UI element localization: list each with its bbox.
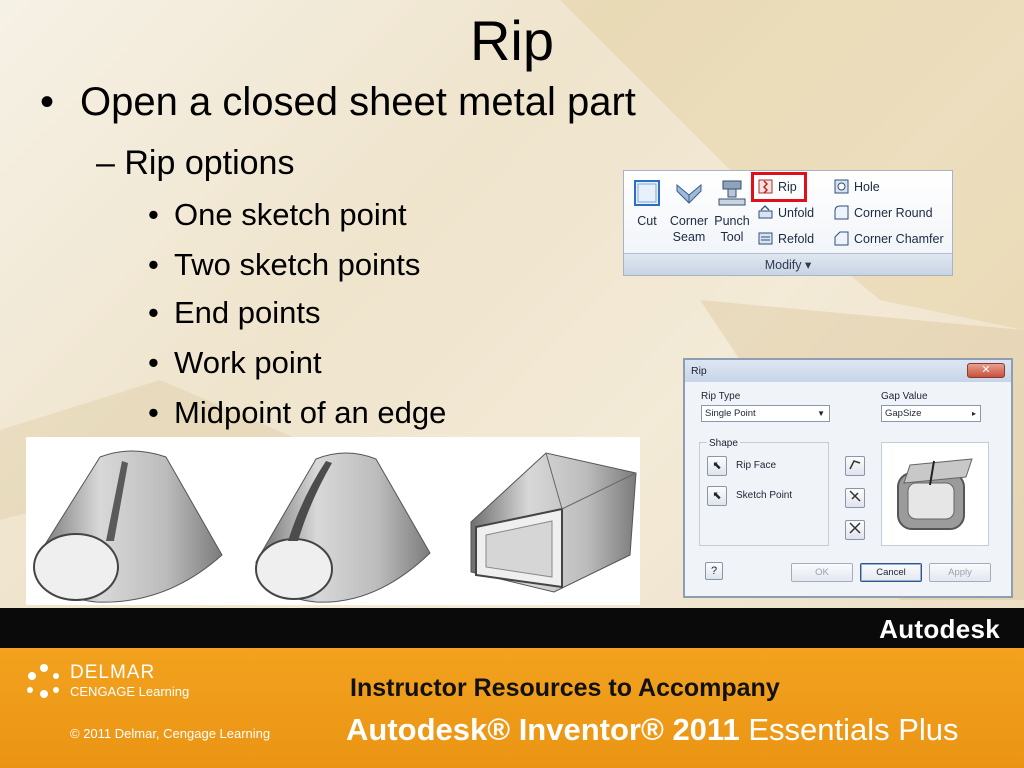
unfold-icon: [758, 205, 773, 220]
dialog-titlebar: [685, 360, 1011, 382]
punch-tool-label-1: Punch: [714, 214, 750, 228]
option-text: One sketch point: [174, 197, 407, 232]
delmar-logo-icon: [24, 662, 64, 702]
corner-seam-label-1: Corner: [669, 214, 709, 228]
option-text: End points: [174, 295, 321, 330]
cursor-arrow-icon: ⬉: [712, 490, 722, 502]
cancel-button[interactable]: Cancel: [860, 563, 922, 582]
footer-black-bar: [0, 608, 1024, 648]
product-title-bold: Autodesk® Inventor® 2011: [346, 712, 740, 747]
gap-value-input[interactable]: [881, 405, 981, 422]
rip-type-value: Single Point: [705, 408, 756, 419]
rip-edge-icon: [848, 521, 862, 535]
corner-chamfer-button[interactable]: [834, 231, 944, 246]
rip-dialog: [683, 358, 1013, 598]
ok-button[interactable]: OK: [791, 563, 853, 582]
hole-icon: [834, 179, 849, 194]
punch-tool-icon: [717, 179, 747, 207]
slide-title: Rip: [469, 9, 555, 72]
rip-type-label: Rip Type: [701, 391, 741, 402]
option-text: Two sketch points: [174, 247, 421, 282]
sub-bullet-text: Rip options: [124, 144, 295, 182]
option-item: • End points: [148, 295, 321, 330]
footer-orange-bar: [0, 648, 1024, 768]
option-item: • Work point: [148, 345, 322, 380]
shape-preview: [881, 442, 989, 546]
unfold-label: Unfold: [778, 205, 815, 220]
shape-option-1-button[interactable]: [845, 456, 865, 476]
product-title: [346, 712, 959, 748]
main-bullet: [40, 80, 636, 125]
help-button[interactable]: ?: [705, 562, 723, 580]
corner-seam-button[interactable]: [668, 179, 710, 245]
sub-bullet: – Rip options: [96, 144, 295, 182]
gap-value-label: Gap Value: [881, 391, 928, 402]
corner-round-button[interactable]: [834, 205, 933, 220]
option-item: • Two sketch points: [148, 247, 421, 282]
sheet-metal-figures: [26, 437, 640, 605]
refold-icon: [758, 231, 773, 246]
cut-icon: [633, 179, 661, 207]
option-item: • Midpoint of an edge: [148, 395, 447, 430]
dropdown-arrow-icon: ▼: [817, 409, 825, 418]
bullet-dot: •: [40, 80, 55, 124]
copyright-text: © 2011 Delmar, Cengage Learning: [70, 726, 271, 741]
rip-shape-icon: [848, 457, 862, 471]
rip-highlight-box: [751, 172, 807, 202]
flyout-arrow-icon: ▸: [971, 409, 976, 418]
cone-illustrations: [26, 437, 640, 605]
option-text: Midpoint of an edge: [174, 395, 447, 430]
corner-seam-label-2: Seam: [672, 230, 706, 244]
cut-label: Cut: [637, 214, 657, 228]
shape-option-3-button[interactable]: [845, 520, 865, 540]
option-text: Work point: [174, 345, 322, 380]
rip-face-selector[interactable]: [707, 456, 727, 476]
autodesk-logo: Autodesk: [879, 614, 1000, 644]
apply-button[interactable]: Apply: [929, 563, 991, 582]
corner-chamfer-icon: [834, 231, 849, 246]
cut-button[interactable]: [630, 179, 664, 229]
main-bullet-text: Open a closed sheet metal part: [80, 80, 636, 124]
shape-label: Shape: [709, 438, 738, 449]
rip-point-icon: [848, 489, 862, 503]
hole-button[interactable]: [834, 179, 880, 194]
instructor-resources-text: Instructor Resources to Accompany: [350, 674, 780, 702]
rip-label: Rip: [778, 179, 797, 194]
corner-chamfer-label: Corner Chamfer: [854, 231, 944, 246]
punch-tool-label-2: Tool: [720, 230, 744, 244]
cursor-arrow-icon: ⬉: [712, 460, 722, 472]
gap-value-text: GapSize: [885, 408, 922, 419]
dialog-title: Rip: [691, 365, 707, 377]
unfold-button[interactable]: [758, 205, 814, 220]
refold-button[interactable]: [758, 231, 814, 246]
rip-type-select[interactable]: [701, 405, 830, 422]
product-title-rest: Essentials Plus: [748, 712, 959, 747]
option-item: • One sketch point: [148, 197, 407, 232]
delmar-brand: DELMAR: [70, 662, 156, 683]
sketch-point-selector[interactable]: [707, 486, 727, 506]
cone-gap-rip: [256, 453, 430, 602]
hole-label: Hole: [854, 179, 880, 194]
corner-round-icon: [834, 205, 849, 220]
corner-round-label: Corner Round: [854, 205, 933, 220]
rip-face-label: Rip Face: [736, 460, 777, 471]
sketch-point-label: Sketch Point: [736, 490, 793, 501]
rip-preview-image: [882, 443, 988, 545]
cengage-brand: CENGAGE Learning: [70, 684, 190, 699]
close-button[interactable]: ✕: [967, 363, 1005, 378]
modify-panel-dropdown[interactable]: Modify ▾: [624, 253, 952, 275]
refold-label: Refold: [778, 231, 815, 246]
transition-part: [471, 453, 636, 592]
shape-option-2-button[interactable]: [845, 488, 865, 508]
corner-seam-icon: [674, 179, 704, 207]
punch-tool-button[interactable]: [712, 179, 752, 245]
cone-single-rip: [34, 451, 222, 602]
